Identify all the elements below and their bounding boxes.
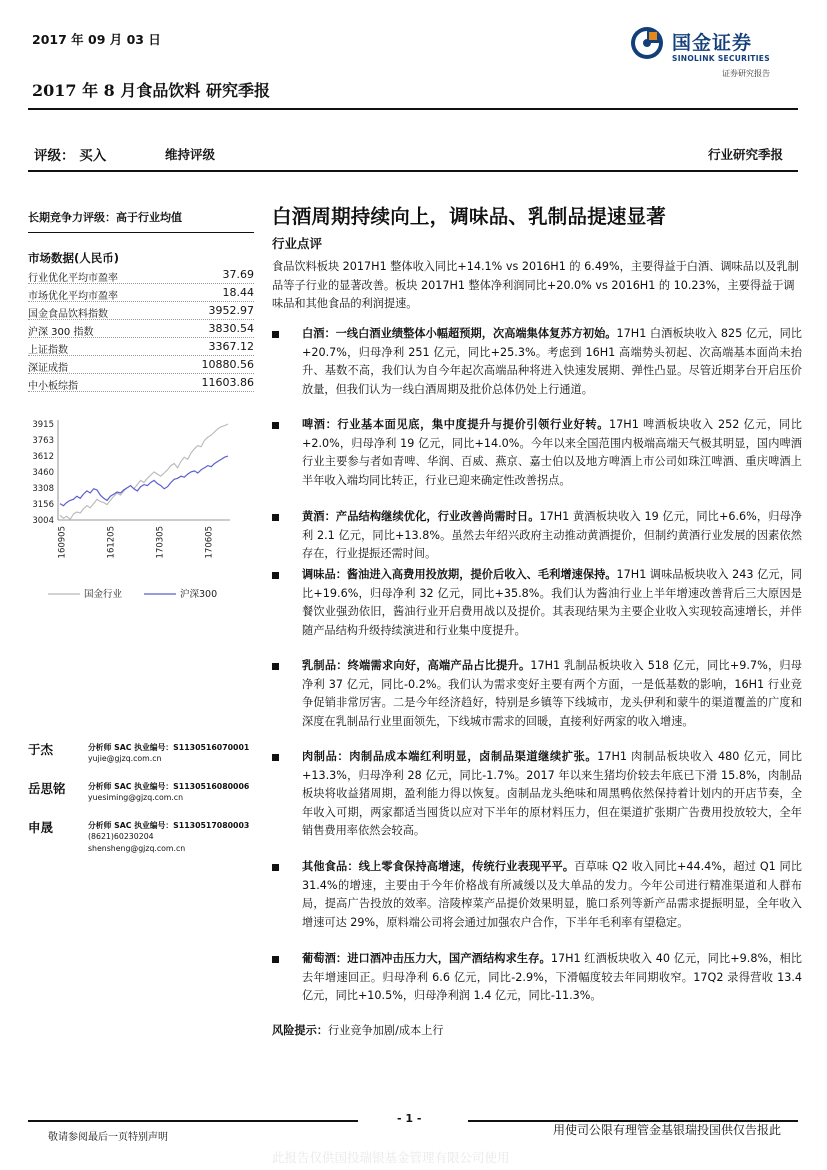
headline: 白酒周期持续向上，调味品、乳制品提速显著	[272, 205, 667, 228]
analyst-license: 分析师 SAC 执业编号：S1130516080006	[88, 782, 250, 791]
section-lead: 啤酒：行业基本面见底，集中度提升与提价引领行业好转。	[302, 418, 610, 431]
risk-note	[272, 1022, 444, 1038]
risk-text: 行业竞争加剧/成本上行	[327, 1024, 444, 1037]
y-tick-label: 3915	[32, 420, 54, 430]
section-huangjiu	[272, 508, 802, 564]
market-key: 深证成指	[28, 363, 68, 374]
page-number: - 1 -	[397, 1112, 422, 1125]
market-value: 18.44	[222, 286, 254, 299]
section-lead: 黄酒：产品结构继续优化，行业改善尚需时日。	[302, 510, 540, 523]
bullet-icon	[272, 956, 279, 963]
section-wine	[272, 950, 802, 1006]
logo-mark-icon	[630, 26, 664, 60]
logo-text-en: SINOLINK SECURITIES	[672, 54, 770, 63]
market-data-title: 市场数据(人民币)	[28, 251, 120, 265]
market-value: 11603.86	[201, 376, 254, 389]
section-other-food	[272, 858, 802, 932]
market-key: 中小板综指	[28, 381, 78, 392]
x-tick-label: 170305	[155, 526, 166, 559]
section-body: 17H1 黄酒板块收入 19 亿元，同比+6.6%，归母净利 2.1 亿元，同比+13.8%。虽然去年绍兴政府主动推动黄酒提价，但制约黄酒行业发展的因素依然存在，行业提振还需时间。	[302, 510, 802, 561]
bullet-icon	[272, 663, 279, 670]
report-date: 2017 年 09 月 03 日	[32, 32, 161, 47]
series-line-0	[60, 424, 228, 519]
market-row	[28, 356, 254, 374]
bullet-icon	[272, 514, 279, 521]
x-tick-label: 170605	[204, 526, 215, 559]
market-key: 市场优化平均市盈率	[28, 291, 118, 302]
section-beer	[272, 416, 802, 490]
market-row	[28, 302, 254, 320]
y-tick-label: 3156	[32, 500, 54, 510]
bullet-icon	[272, 864, 279, 871]
series-line-1	[60, 456, 228, 506]
section-condiment	[272, 566, 802, 640]
market-row	[28, 266, 254, 284]
long-term-rating: 长期竞争力评级：高于行业均值	[28, 211, 182, 224]
section-lead: 乳制品：终端需求向好，高端产品占比提升。	[302, 659, 531, 672]
section-body: 17H1 肉制品板块收入 480 亿元，同比+13.3%，归母净利 28 亿元，同比-1.7%。2017 年以来生猪均价较去年底已下滑 15.8%，肉制品板块将收益猪周期，盈利能力得以恢复。卤制品龙头绝味和周黑鸭依然保持着计划内的开店节奏，全年收入可期，两家都适当囤货以应对下半年的原材料压力，但在渠道扩张期广告费用投放较大，全年销售费用率依然会较高。	[302, 750, 802, 838]
analyst-license: 分析师 SAC 执业编号：S1130516070001	[88, 743, 250, 752]
market-key: 沪深 300 指数	[28, 327, 94, 338]
section-body: 17H1 乳制品板块收入 518 亿元，同比+9.7%，归母净利 37 亿元，同比-0.2%。我们认为需求变好主要有两个方面，一是低基数的影响，16H1 行业竞争促销非常厉害。二是今年经济趋好，特别是乡镇等下线城市，龙头伊利和蒙牛的渠道覆盖的广度和深度在乳制品行业里面领先，下线城市需求的回暖，直接利好两家的收入增速。	[302, 659, 802, 728]
x-tick-label: 161205	[106, 526, 117, 559]
section-body: 百草味 Q2 收入同比+44.4%，超过 Q1 同比 31.4%的增速，主要由于今年价格战有所减缓以及大单品的发力。今年公司进行精准渠道和人群布局，提高广告投放的效率。涪陵榨菜产品提价效果明显，脆口系列等新产品需求提振明显，全年收入增速可达 29%，原料端公司将会通过加强农户合作，下半年毛利率有望稳定。	[302, 860, 802, 929]
risk-label: 风险提示：	[272, 1024, 328, 1037]
analyst-name: 于杰	[28, 742, 54, 757]
legend-label: 国金行业	[84, 589, 123, 600]
section-lead: 白酒：一线白酒业绩整体小幅超预期，次高端集体复苏方初始。	[302, 327, 617, 340]
market-row	[28, 338, 254, 356]
section-body: 17H1 啤酒板块收入 252 亿元，同比+2.0%，归母净利 19 亿元，同比+14.0%。今年以来全国范围内极端高端天气极其明显，国内啤酒行业主要参与者如青啤、华润、百威、燕京、嘉士伯以及地方啤酒上市公司如珠江啤酒、重庆啤酒上半年收入端均同比转正，行业已迎来确定性改善拐点。	[302, 418, 802, 487]
footer-right-text: 用使司公限有理管金基银瑞投国供仅告报此	[552, 1123, 781, 1137]
analyst-email[interactable]: yuesiming@gjzq.com.cn	[88, 793, 184, 802]
y-tick-label: 3308	[32, 484, 54, 494]
section-lead: 调味品：酱油进入高费用投放期，提价后收入、毛利增速保持。	[302, 568, 617, 581]
legend-label: 沪深300	[180, 589, 218, 600]
analyst-phone: (8621)60230204	[88, 832, 154, 841]
y-tick-label: 3004	[32, 516, 54, 526]
header-divider	[28, 108, 798, 110]
section-dairy	[272, 657, 802, 731]
market-row	[28, 374, 254, 392]
index-chart	[22, 408, 256, 616]
section-lead: 其他食品：线上零食保持高增速，传统行业表现平平。	[302, 860, 575, 873]
logo-text-cn: 国金证券	[672, 32, 753, 54]
market-value: 3367.12	[208, 340, 254, 353]
intro-paragraph: 食品饮料板块 2017H1 整体收入同比+14.1% vs 2016H1 的 6.49%，主要得益于白酒、调味品以及乳制品等子行业的显著改善。板块 2017H1 整体净利润同比+20.0% vs 2016H1 的 10.23%，主要得益于调味品和其他食品的利润提速。	[272, 260, 799, 311]
analyst-name: 岳思铭	[28, 781, 66, 796]
section-body: 17H1 调味品板块收入 243 亿元，同比+19.6%，归母净利 32 亿元，同比+35.8%。我们认为酱油行业上半年增速改善背后三大原因是餐饮业强劲依旧，酱油行业开启费用战以及提价。其表现结果为主要企业收入实现较高速增长，并伴随产品结构升级持续演进和行业集中度提升。	[302, 568, 802, 637]
analyst-email[interactable]: yujie@gjzq.com.cn	[88, 754, 162, 763]
market-row	[28, 320, 254, 338]
report-title: 2017 年 8 月食品饮料 研究季报	[32, 81, 270, 100]
rating-label: 评级： 买入	[34, 148, 107, 164]
market-value: 10880.56	[201, 358, 254, 371]
index-chart-svg	[22, 408, 256, 616]
market-row	[28, 284, 254, 302]
market-value: 3830.54	[208, 322, 254, 335]
report-type: 行业研究季报	[707, 147, 783, 162]
market-key: 上证指数	[28, 345, 68, 356]
y-tick-label: 3460	[32, 468, 54, 478]
market-value: 37.69	[222, 268, 254, 281]
market-key: 行业优化平均市盈率	[28, 273, 118, 284]
market-value: 3952.97	[208, 304, 254, 317]
bullet-icon	[272, 331, 279, 338]
x-tick-label: 160905	[57, 526, 68, 559]
y-tick-label: 3612	[32, 452, 54, 462]
analyst-license: 分析师 SAC 执业编号：S1130517080003	[88, 821, 250, 830]
y-tick-label: 3763	[32, 436, 54, 446]
market-key: 国金食品饮料指数	[28, 309, 108, 320]
section-meat	[272, 748, 802, 841]
subhead: 行业点评	[272, 236, 323, 251]
logo-subtitle: 证券研究报告	[722, 69, 770, 78]
sidebar-divider	[28, 232, 254, 233]
section-baijiu	[272, 325, 802, 399]
footer-divider-left	[28, 1120, 358, 1122]
section-body: 17H1 白酒板块收入 825 亿元，同比+20.7%，归母净利 251 亿元，同比+25.3%。考虑到 16H1 高端势头初起、次高端基本面尚未抬升、基数不高，我们认为自今年起次高端品种将进入快速发展期、弹性凸显。尽管近期茅台开启压价放量，但我们认为一线白酒周期及批价总体仍处上行通道。	[302, 327, 802, 396]
rating-divider	[28, 170, 798, 172]
bullet-icon	[272, 572, 279, 579]
bullet-icon	[272, 422, 279, 429]
company-logo	[630, 24, 800, 84]
bullet-icon	[272, 754, 279, 761]
footer-disclaimer: 敬请参阅最后一页特别声明	[48, 1132, 168, 1143]
section-lead: 葡萄酒：进口酒冲击压力大，国产酒结构求生存。	[302, 952, 551, 965]
section-lead: 肉制品：肉制品成本端红利明显，卤制品渠道继续扩张。	[302, 750, 598, 763]
watermark: 此报告仅供国投瑞银基金管理有限公司使用	[272, 1150, 510, 1165]
analyst-email[interactable]: shensheng@gjzq.com.cn	[88, 844, 186, 853]
section-body: 17H1 红酒板块收入 40 亿元，同比+9.8%，相比去年增速回正。归母净利 6.6 亿元，同比-2.9%，下滑幅度较去年同期收窄。17Q2 录得营收 13.4 亿元，同比+10.5%，归母净利润 1.4 亿元，同比-11.3%。	[302, 952, 802, 1003]
rating-sub: 维持评级	[165, 147, 216, 162]
analyst-name: 申晟	[28, 820, 54, 835]
